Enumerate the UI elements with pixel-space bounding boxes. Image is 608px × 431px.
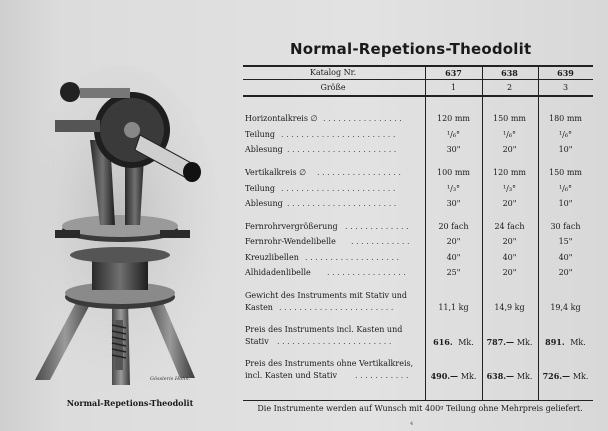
weight-value: 19,4 kg [550, 303, 581, 312]
spec-value: ¹/₃° [446, 184, 461, 193]
weight-value: 14,9 kg [494, 303, 525, 312]
spec-value: 30" [446, 145, 461, 154]
spec-value: 25" [446, 268, 461, 277]
spec-value: 150 mm [493, 114, 526, 123]
theodolite-illustration [20, 60, 220, 390]
price1-label-line1: Preis des Instruments incl. Kasten und [245, 325, 403, 334]
illustration-caption: Normal-Repetions-Theodolit [66, 398, 194, 408]
spec-value: 10" [558, 199, 573, 208]
groesse-3: 3 [562, 83, 569, 92]
weight-label-line1: Gewicht des Instruments mit Stativ und [245, 291, 407, 300]
spec-value: 20" [502, 145, 517, 154]
price1-value-638: 787.— Mk. [486, 337, 533, 347]
spec-value: 20" [502, 268, 517, 277]
spec-value: ¹/₆° [558, 130, 573, 139]
price2-label-line2: incl. Kasten und Stativ [245, 371, 338, 380]
footnote: Die Instrumente werden auf Wunsch mit 400ᵍ Teilung ohne Mehrpreis geliefert. [257, 404, 583, 413]
katalog-637: 637 [445, 68, 462, 78]
spec-value: ¹/₆° [558, 184, 573, 193]
price2-value-638: 638.— Mk. [486, 371, 533, 381]
groesse-1: 1 [450, 83, 457, 92]
spec-value: 30" [446, 199, 461, 208]
spec-value: 150 mm [549, 168, 582, 177]
page-title: Normal-Repetions-Theodolit [290, 40, 532, 58]
spec-label: Fernrohr-Wendelibelle [245, 237, 336, 246]
spec-label: Teilung [245, 130, 275, 139]
katalog-638: 638 [501, 68, 518, 78]
spec-label: Teilung [245, 184, 275, 193]
spec-label: Ablesung [245, 145, 283, 154]
spec-value: ¹/₆° [446, 130, 461, 139]
page-number: 4 [410, 421, 414, 427]
spec-label: Ablesung [245, 199, 283, 208]
spec-value: 20" [502, 199, 517, 208]
price2-value-637: 490.— Mk. [430, 371, 477, 381]
spec-value: 40" [502, 253, 517, 262]
engraver-signature: Gössleris Hohn. [150, 376, 191, 382]
weight-label-line2: Kasten [245, 303, 273, 312]
spec-value: 120 mm [493, 168, 526, 177]
groesse-2: 2 [506, 83, 513, 92]
spec-value: ¹/₆° [502, 130, 517, 139]
spec-value: 100 mm [437, 168, 470, 177]
spec-value: 180 mm [549, 114, 582, 123]
spec-label: Kreuzlibellen [245, 253, 299, 262]
spec-value: 40" [446, 253, 461, 262]
price2-value-639: 726.— Mk. [542, 371, 589, 381]
price1-value-639: 891. Mk. [545, 337, 586, 347]
spec-label: Vertikalkreis ∅ [245, 168, 307, 177]
spec-label: Horizontalkreis ∅ [245, 114, 318, 123]
spec-value: 24 fach [494, 222, 525, 231]
spec-value: 20 fach [438, 222, 469, 231]
spec-label: Alhidadenlibelle [245, 268, 311, 277]
price1-label-line2: Stativ [245, 337, 269, 346]
spec-value: ¹/₃° [502, 184, 517, 193]
spec-value: 20" [502, 237, 517, 246]
spec-value: 20" [446, 237, 461, 246]
spec-value: 40" [558, 253, 573, 262]
katalog-639: 639 [557, 68, 574, 78]
spec-value: 120 mm [437, 114, 470, 123]
price2-label-line1: Preis des Instruments ohne Vertikalkreis, [245, 359, 414, 368]
spec-table: Katalog Nr. 637 638 639 Größe 1 2 3 Horizontalkreis ∅ . . . . . . . . . . . . . . . . 120 mm 150 mm 180 mm Teilung . . . . . . . . . . . . . . . . . . . . . . . ¹/₆° ¹/₆° ¹/₆° Ablesung . . . . . . . . . . . . . . . . . . . . . . 30" 20" 10" Vertikalkreis ∅ . . . . . . . . . . . . . . . . . 100 mm 120 mm 150 mm Teilung . . . . . . . . . . . . . . . . . . . . . . . ¹/₃° ¹/₃° ¹/₆° Ablesung . . . . . . . . . . . . . . . . . . . . . . 30" 20" 10" Fernrohrvergrößerung . . . . . . . . . . . . . 20 fach 24 fach 30 fach Fernrohr-Wendelibelle . . . . . . . . . . . . 20" 20" 15" Kreuzlibellen . . . . . . . . . . . . . . . . . . . 40" 40" 40" Alhidadenlibelle . . . . . . . . . . . . . . . . 25" 20" 20" Gewicht des Instruments mit Stativ und Kasten . . . . . . . . . . . . . . . . . . . . . . . 11,1 kg 14,9 kg 19,4 kg Preis des Instruments incl. Kasten und Stativ . . . . . . . . . . . . . . . . . . . . . . . 616. Mk. 787.— Mk. 891. Mk. Preis des Instruments ohne Vertikalkreis, incl. Kasten und Stativ . . . . . . . . . . . 490.— Mk. 638.— Mk. 726.— Mk. [243, 65, 593, 400]
spec-value: 20" [558, 268, 573, 277]
groesse-label: Größe [320, 83, 346, 92]
spec-value: 10" [558, 145, 573, 154]
spec-value: 15" [558, 237, 573, 246]
price1-value-637: 616. Mk. [433, 337, 474, 347]
spec-value: 30 fach [550, 222, 581, 231]
spec-label: Fernrohrvergrößerung [245, 222, 338, 231]
weight-value: 11,1 kg [438, 303, 469, 312]
katalog-label: Katalog Nr. [309, 68, 357, 77]
